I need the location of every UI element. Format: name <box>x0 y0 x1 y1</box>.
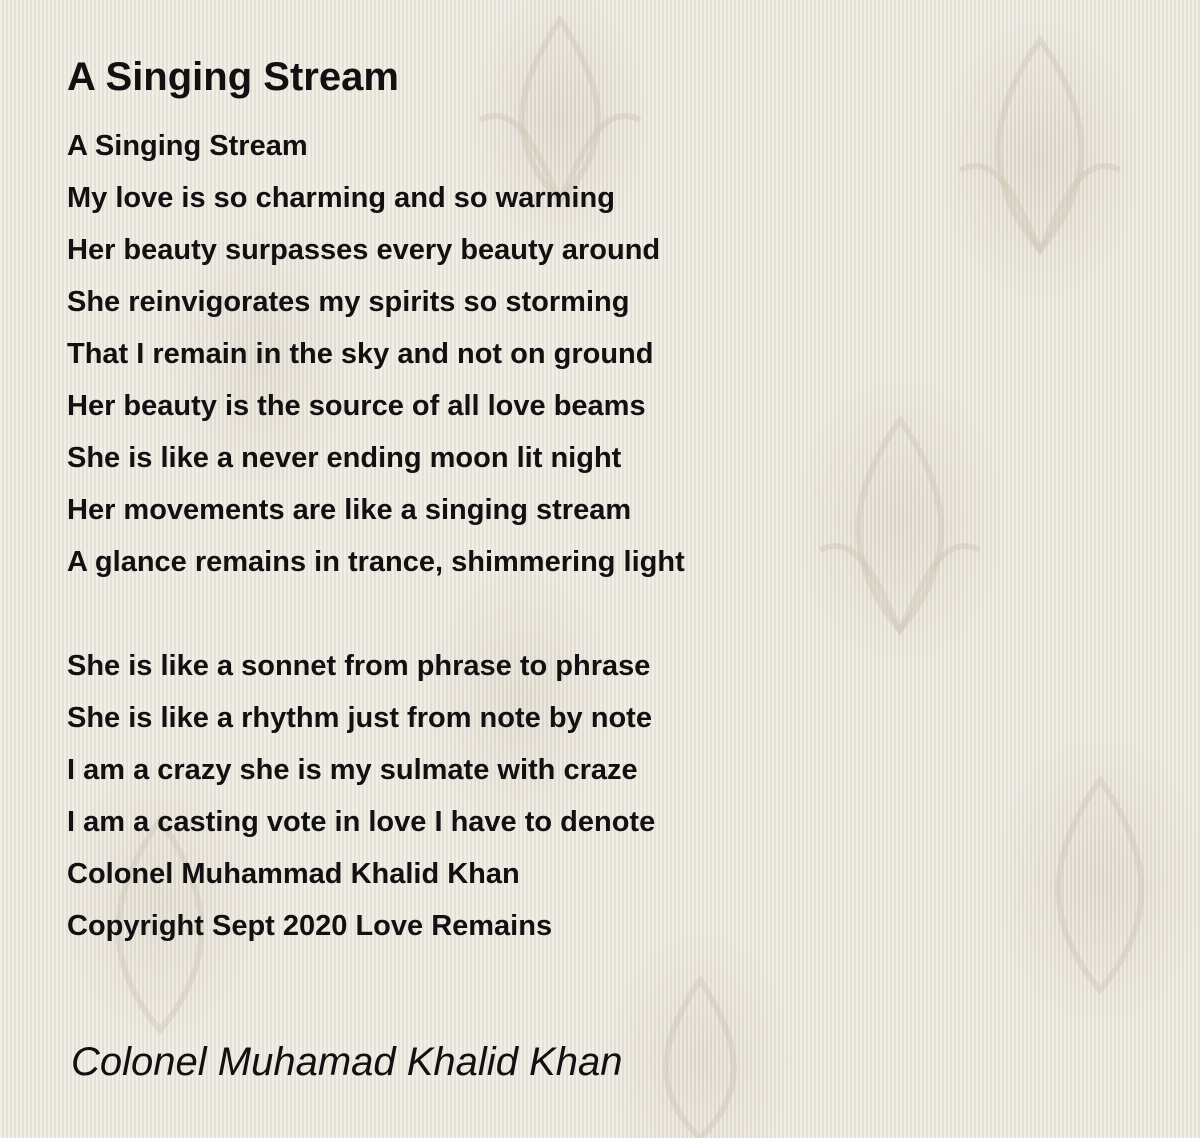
poem-line: She is like a rhythm just from note by note <box>67 702 652 734</box>
poem-line: A Singing Stream <box>67 130 308 162</box>
poem-line: She is like a sonnet from phrase to phrase <box>67 650 651 682</box>
author-signature: Colonel Muhamad Khalid Khan <box>71 1040 623 1084</box>
poem-line: I am a crazy she is my sulmate with craze <box>67 754 638 786</box>
poem-line: Colonel Muhammad Khalid Khan <box>67 858 520 890</box>
poem-line: Her movements are like a singing stream <box>67 494 632 526</box>
poem-line: My love is so charming and so warming <box>67 182 615 214</box>
poem-line: I am a casting vote in love I have to denote <box>67 806 656 838</box>
poem-line: She is like a never ending moon lit night <box>67 442 622 474</box>
stanza-break <box>67 588 1067 640</box>
poem-line: Copyright Sept 2020 Love Remains <box>67 910 553 942</box>
poem-body <box>67 120 1067 952</box>
poem-content <box>67 52 1067 952</box>
poem-line: Her beauty surpasses every beauty around <box>67 234 661 266</box>
poem-line: Her beauty is the source of all love beams <box>67 390 646 422</box>
poem-title: A Singing Stream <box>67 55 399 99</box>
poem-line: That I remain in the sky and not on ground <box>67 338 654 370</box>
poem-line: A glance remains in trance, shimmering light <box>67 546 685 578</box>
poem-line: She reinvigorates my spirits so storming <box>67 286 630 318</box>
